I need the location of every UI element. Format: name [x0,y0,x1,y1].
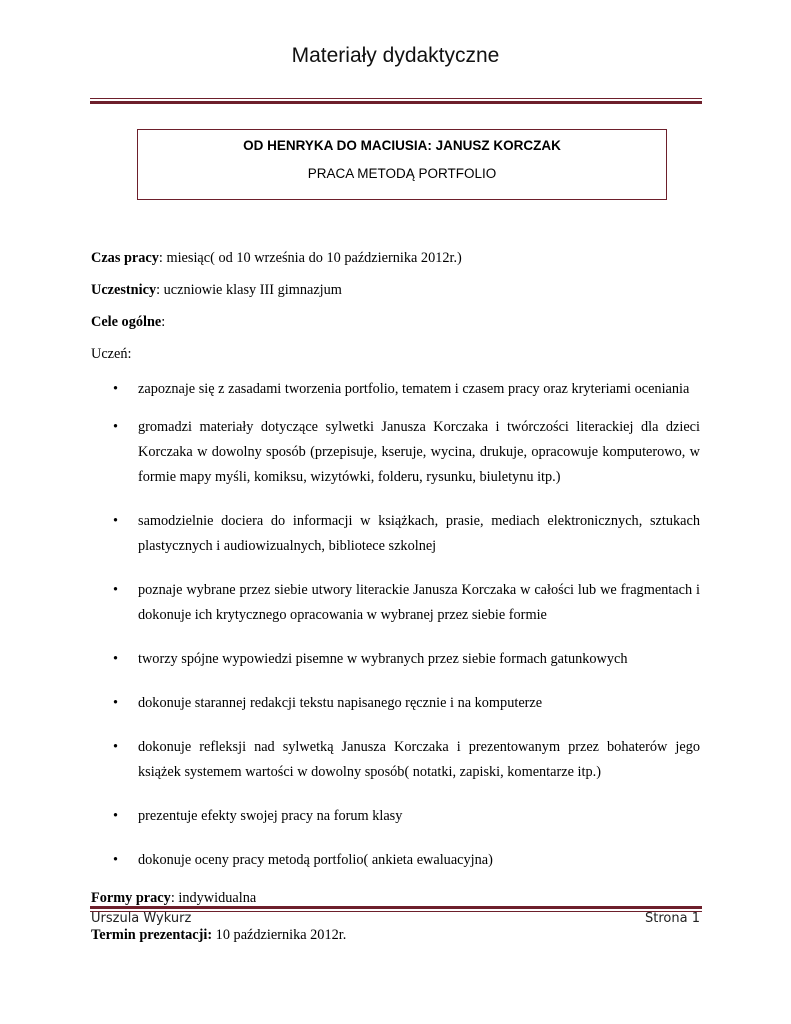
title-box [137,129,667,200]
bullet-icon: • [113,695,119,711]
termin-line [91,923,700,948]
list-item [91,691,700,716]
goal-text: poznaje wybrane przez siebie utwory literackie Janusza Korczaka w całości lub we fragmentach i dokonuje ich krytycznego opracowania w wybranej przez siebie formie [138,582,700,623]
czas-pracy-line [91,246,700,271]
list-item [91,509,700,559]
list-item [91,377,700,402]
formy-pracy-value: : indywidualna [170,890,257,906]
list-item [91,647,700,672]
document-subtitle: PRACA METODĄ PORTFOLIO [307,166,497,181]
termin-value: 10 października 2012r. [212,927,347,943]
goals-list [91,377,700,873]
list-item [91,735,700,785]
footer-page-number: Strona 1 [645,911,700,926]
header-divider [90,98,702,104]
cele-label: Cele ogólne [91,314,162,330]
list-item [91,848,700,873]
list-item [91,415,700,490]
formy-pracy-label: Formy pracy [91,890,171,906]
document-title: OD HENRYKA DO MACIUSIA: JANUSZ KORCZAK [243,138,561,153]
goal-text: prezentuje efekty swojej pracy na forum klasy [138,808,403,824]
bullet-icon: • [113,739,119,755]
bullet-icon: • [113,381,119,397]
list-item [91,578,700,628]
list-item [91,804,700,829]
cele-line [91,310,700,335]
cele-suffix: : [161,314,166,330]
footer-author: Urszula Wykurz [91,911,192,926]
bullet-icon: • [113,419,119,435]
bullet-icon: • [113,582,119,598]
uczestnicy-value: : uczniowie klasy III gimnazjum [156,282,342,298]
bullet-icon: • [113,808,119,824]
czas-pracy-label: Czas pracy [91,250,159,266]
goal-text: samodzielnie dociera do informacji w książkach, prasie, mediach elektronicznych, sztukach plastycznych i audiowizualnych, bibliotece szkolnej [138,513,700,554]
goal-text: gromadzi materiały dotyczące sylwetki Janusza Korczaka i twórczości literackiej dla dzieci Korczaka w dowolny sposób (przepisuje, kseruje, wycina, drukuje, opracowuje komputerowo, w formie mapy myśli, komiksu, wizytówki, folderu, rysunku, biuletynu itp.) [138,419,700,485]
termin-label: Termin prezentacji: [91,927,213,943]
czas-pracy-value: : miesiąc( od 10 września do 10 października 2012r.) [158,250,462,266]
goal-text: dokonuje oceny pracy metodą portfolio( ankieta ewaluacyjna) [138,852,493,868]
bullet-icon: • [113,513,119,529]
goal-text: dokonuje starannej redakcji tekstu napisanego ręcznie i na komputerze [138,695,543,711]
goal-text: zapoznaje się z zasadami tworzenia portfolio, tematem i czasem pracy oraz kryteriami oceniania [138,381,690,397]
page-header-title: Materiały dydaktyczne [291,44,500,67]
goal-text: dokonuje refleksji nad sylwetką Janusza Korczaka i prezentowanym przez bohaterów jego książek systemem wartości w dowolny sposób( notatki, zapiski, komentarze itp.) [138,739,700,780]
document-body [91,246,700,955]
goal-text: tworzy spójne wypowiedzi pisemne w wybranych przez siebie formach gatunkowych [138,651,628,667]
uczen-line: Uczeń: [91,346,132,362]
uczestnicy-line [91,278,700,303]
bullet-icon: • [113,651,119,667]
bullet-icon: • [113,852,119,868]
uczestnicy-label: Uczestnicy [91,282,157,298]
